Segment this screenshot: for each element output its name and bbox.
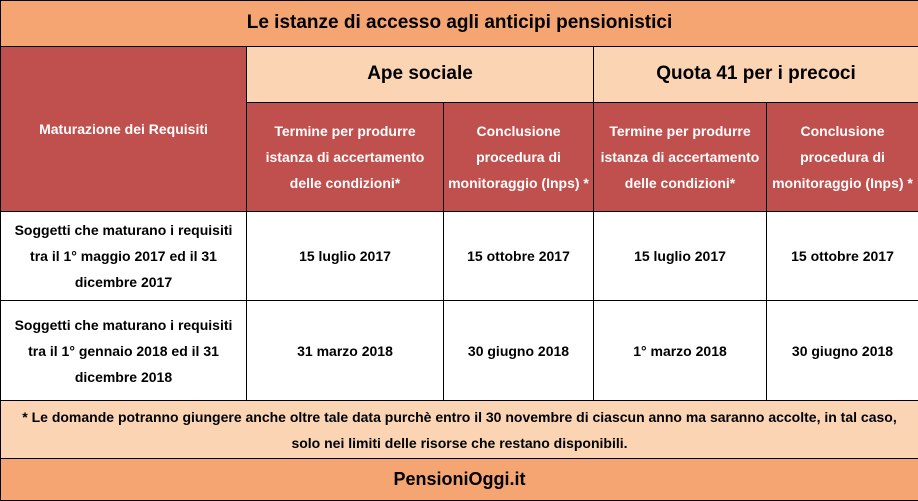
group-header-quota-41: Quota 41 per i precoci: [594, 46, 918, 102]
group-header-ape-sociale: Ape sociale: [247, 46, 594, 102]
ape-termine-2018: 31 marzo 2018: [247, 301, 444, 401]
note-row: [1, 401, 918, 459]
ape-conclusione-2017: 15 ottobre 2017: [444, 211, 594, 301]
row-label-2018: Soggetti che maturano i requisiti tra il 1° gennaio 2018 ed il 31 dicembre 2018: [1, 301, 247, 401]
q41-termine-2017: 15 luglio 2017: [594, 211, 767, 301]
q41-conclusione-2018: 30 giugno 2018: [767, 301, 918, 401]
q41-conclusione-header: Conclusione procedura di monitoraggio (Inps) *: [767, 102, 918, 211]
q41-termine-2018: 1° marzo 2018: [594, 301, 767, 401]
q41-conclusione-2017: 15 ottobre 2017: [767, 211, 918, 301]
title-row: [1, 1, 918, 47]
ape-conclusione-2018: 30 giugno 2018: [444, 301, 594, 401]
table-row: [1, 301, 918, 401]
source-footer: PensioniOggi.it: [1, 459, 918, 501]
table-row: [1, 211, 918, 301]
group-header-row: [1, 46, 918, 102]
table-title: Le istanze di accesso agli anticipi pensionistici: [1, 1, 918, 47]
footnote: * Le domande potranno giungere anche oltre tale data purchè entro il 30 novembre di ciascun anno ma saranno accolte, in tal caso, solo nei limiti delle risorse che restano disponibili.: [1, 401, 918, 459]
ape-termine-2017: 15 luglio 2017: [247, 211, 444, 301]
q41-termine-header: Termine per produrre istanza di accertamento delle condizioni*: [594, 102, 767, 211]
ape-conclusione-header: Conclusione procedura di monitoraggio (Inps) *: [444, 102, 594, 211]
ape-termine-header: Termine per produrre istanza di accertamento delle condizioni*: [247, 102, 444, 211]
footer-row: [1, 459, 918, 501]
row-label-2017: Soggetti che maturano i requisiti tra il 1° maggio 2017 ed il 31 dicembre 2017: [1, 211, 247, 301]
requirements-header: Maturazione dei Requisiti: [1, 46, 247, 211]
